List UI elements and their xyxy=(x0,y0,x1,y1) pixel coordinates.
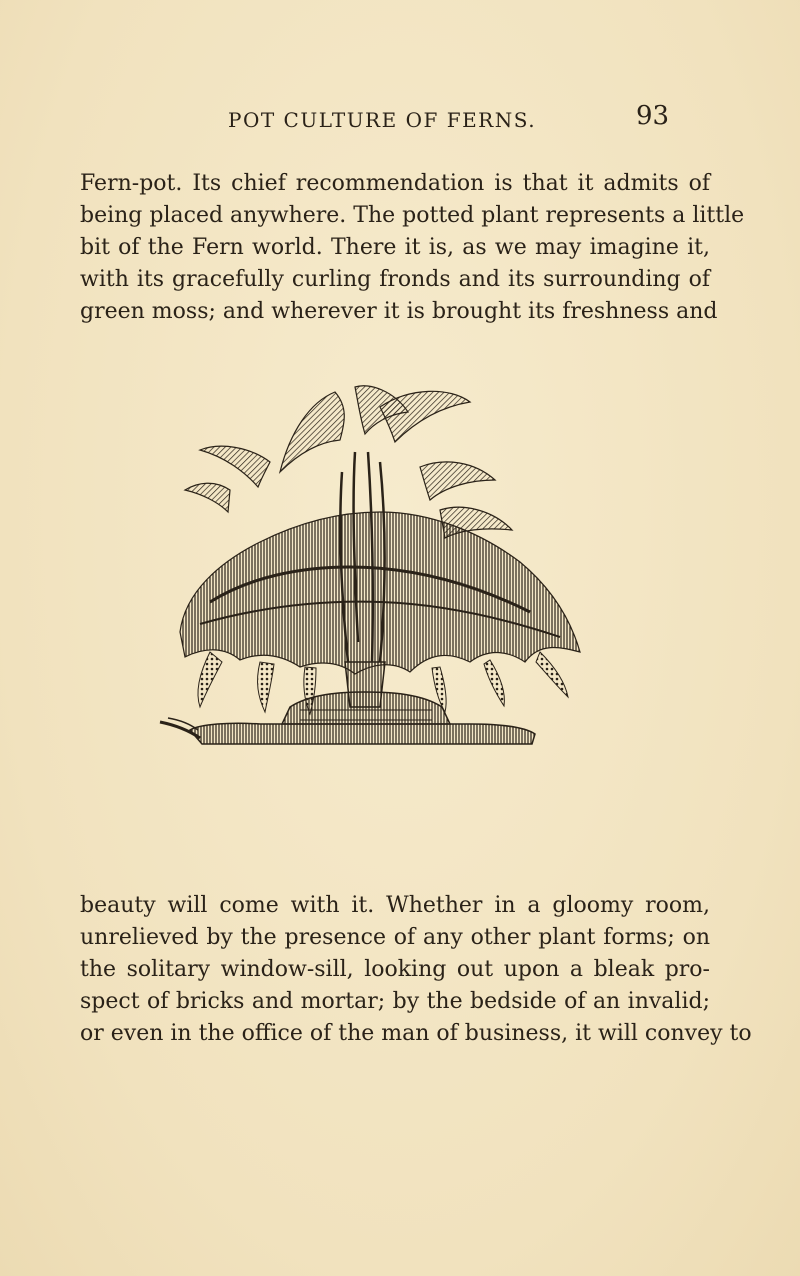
text-line: unrelieved by the presence of any other plant forms; on xyxy=(80,925,710,950)
paragraph-top xyxy=(80,168,745,328)
text-line: green moss; and wherever it is brought its freshness and xyxy=(80,299,718,324)
paragraph-bottom xyxy=(80,890,752,1050)
text-line: Fern-pot. Its chief recommendation is that it admits of xyxy=(80,171,710,196)
text-line: with its gracefully curling fronds and its surrounding of xyxy=(80,267,710,292)
pot-base xyxy=(190,723,535,744)
page-number: 93 xyxy=(636,101,670,131)
text-line: spect of bricks and mortar; by the bedside of an invalid; xyxy=(80,989,710,1014)
text-line: the solitary window-sill, looking out upon a bleak pro- xyxy=(80,957,710,982)
fern-pot-illustration xyxy=(140,362,610,762)
text-line: bit of the Fern world. There it is, as we may imagine it, xyxy=(80,235,710,260)
running-title: POT CULTURE OF FERNS. xyxy=(228,108,537,132)
text-line: beauty will come with it. Whether in a gloomy room, xyxy=(80,893,710,918)
text-line: or even in the office of the man of business, it will convey to xyxy=(80,1021,752,1046)
text-line: being placed anywhere. The potted plant represents a little xyxy=(80,203,745,228)
